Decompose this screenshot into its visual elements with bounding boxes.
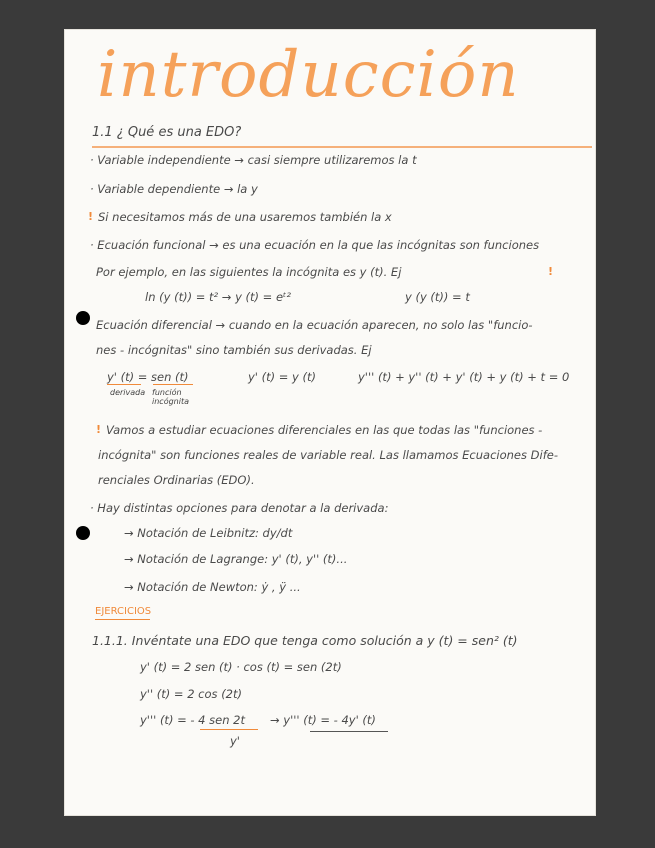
line-differential-equation-cont: nes - incógnitas" sino también sus derivadas. Ej — [96, 343, 372, 357]
equation-ode-3: y''' (t) + y'' (t) + y' (t) + y (t) + t = 0 — [358, 370, 570, 384]
substitution-label: y' — [230, 734, 240, 748]
exercise-statement: 1.1.1. Invéntate una EDO que tenga como solución a y (t) = sen² (t) — [92, 633, 518, 648]
heading-rule — [92, 146, 592, 148]
underline-function — [153, 384, 193, 385]
exercise-step-1: y' (t) = 2 sen (t) · cos (t) = sen (2t) — [140, 660, 342, 674]
equation-ode-2: y' (t) = y (t) — [248, 370, 316, 384]
exercise-step-2: y'' (t) = 2 cos (2t) — [140, 687, 242, 701]
equation-log: ln (y (t)) = t² → y (t) = eᵗ² — [145, 290, 292, 304]
line-notations-intro: · Hay distintas opciones para denotar a la derivada: — [90, 501, 389, 515]
line-study-3: renciales Ordinarias (EDO). — [98, 473, 255, 487]
binder-hole — [76, 311, 90, 325]
exercises-heading: EJERCICIOS — [95, 606, 152, 617]
label-unknown-function: función incógnita — [152, 388, 189, 406]
exercise-result: → y''' (t) = - 4y' (t) — [270, 713, 376, 727]
exclamation-icon: ! — [96, 423, 102, 436]
page-title: introducción — [97, 38, 520, 112]
underline-substitution — [200, 729, 258, 730]
exclamation-icon: ! — [88, 210, 94, 223]
equation-composition: y (y (t)) = t — [405, 290, 470, 304]
exercises-underline — [95, 619, 150, 620]
line-dependent-variable: · Variable dependiente → la y — [90, 182, 258, 196]
line-functional-equation: · Ecuación funcional → es una ecuación en la que las incógnitas son funciones — [90, 238, 540, 252]
exercise-step-3: y''' (t) = - 4 sen 2t — [140, 713, 245, 727]
result-underline — [310, 731, 388, 732]
line-lagrange: → Notación de Lagrange: y' (t), y'' (t)... — [124, 552, 348, 566]
underline-derivative — [107, 384, 141, 385]
line-example: Por ejemplo, en las siguientes la incógnita es y (t). Ej — [96, 265, 402, 279]
line-study-1: Vamos a estudiar ecuaciones diferenciales en las que todas las "funciones - — [106, 423, 543, 437]
equation-ode-1: y' (t) = sen (t) — [107, 370, 189, 384]
line-differential-equation: Ecuación diferencial → cuando en la ecuación aparecen, no solo las "funcio- — [96, 318, 533, 332]
exclamation-icon: ! — [548, 265, 554, 278]
line-independent-variable: · Variable independiente → casi siempre utilizaremos la t — [90, 153, 417, 167]
label-derivative: derivada — [110, 388, 146, 397]
line-study-2: incógnita" son funciones reales de variable real. Las llamamos Ecuaciones Dife- — [98, 448, 558, 462]
line-note-x: Si necesitamos más de una usaremos también la x — [98, 210, 392, 224]
binder-hole — [76, 526, 90, 540]
line-newton: → Notación de Newton: ẏ , ÿ ... — [124, 580, 301, 594]
section-heading: 1.1 ¿ Qué es una EDO? — [92, 125, 242, 140]
line-leibniz: → Notación de Leibnitz: dy/dt — [124, 526, 293, 540]
